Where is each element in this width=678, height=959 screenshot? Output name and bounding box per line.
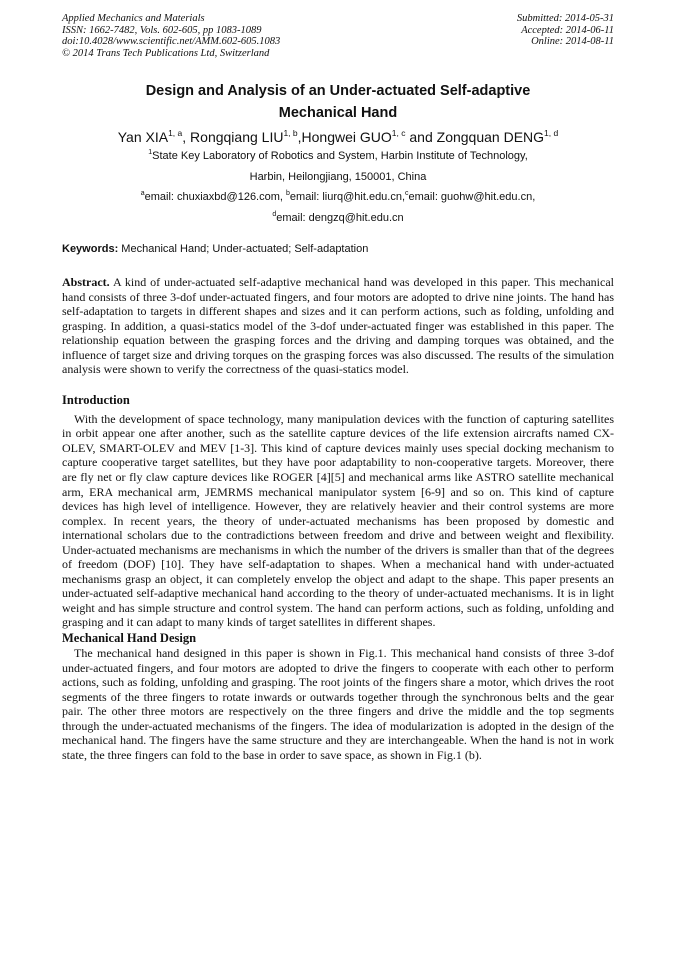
author-list [62, 128, 614, 146]
submitted-date: Submitted: 2014-05-31 [516, 13, 614, 24]
author-name: Hongwei GUO [301, 129, 392, 145]
keywords [62, 242, 614, 256]
author-sup: 1, b [283, 128, 298, 138]
journal-header [62, 13, 614, 65]
author-sep: and [405, 129, 437, 145]
affiliation-line-2: Harbin, Heilongjiang, 150001, China [249, 170, 427, 183]
paper-title [62, 80, 614, 124]
issn-line: ISSN: 1662-7482, Vols. 602-605, pp 1083-1089 [62, 24, 262, 36]
email-line-1 [62, 187, 614, 208]
introduction-paragraph: With the development of space technology, many manipulation devices with the function of capturing satellites in orbit appear one after another, such as the satellite capture devices of the life extension aircrafts named CX-OLEV, SMART-OLEV and MEV [1-3]. This kind of capture devices mainly uses special docking mechanism to capture cooperative target satellites, but they have poor adaptability to non-cooperative targets. Moreover, there are fly net or fly claw capture devices like ROGER [4][5] and mechanical arms like ASTRO satellite mechanical arm, ERA mechanical arm, JEMRMS mechanical manipulator system [6-9] and so on. This kind of capture devices has high level of intelligence. However, they are relatively heavier and their control systems are more complex. In recent years, the theory of under-actuated mechanisms has been proposed by domestic and international scholars due to the contradictions between freedom and drive and between weight and flexibility. Under-actuated mechanisms are mechanisms in which the number of the drivers is smaller than that of the degrees of freedom (DOF) [10]. They have self-adaptation to shapes. When a mechanical hand with under-actuated mechanisms grasp an object, it can completely envelop the object and adapt to the shape. This paper presents an under-actuated self-adaptive mechanical hand according to the theory of under-actuated mechanisms. It is in light weight and has simple structure and control system. The hand can perform actions, such as folding, unfolding and grasping and it can adapt to many kinds of target satellites in different shapes. [62, 411, 614, 630]
paper-page [62, 13, 614, 762]
section-heading-introduction: Introduction [62, 392, 130, 407]
section-heading-mechanical-hand-design: Mechanical Hand Design [62, 631, 197, 646]
author-sep: , [182, 129, 191, 145]
accepted-date: Accepted: 2014-06-11 [521, 24, 614, 36]
email-sup: d [272, 210, 277, 218]
email-a: email: chuxiaxbd@126.com, [144, 191, 287, 203]
email-sup: b [286, 190, 290, 197]
author-name: Rongqiang LIU [190, 129, 284, 145]
author-sup: 1, c [391, 128, 406, 138]
mechanical-hand-design-paragraph: The mechanical hand designed in this paper is shown in Fig.1. This mechanical hand consists of three 3-dof under-actuated fingers, and four motors are adopted to drive the fingers to cooperate with each other to perform actions, such as folding, unfolding and grasping. The root joints of the fingers share a motor, which drives the root segments of the three fingers to rotate inwards or outwards together through the synchronous belts and the gear pair. The other three motors are respectively on the three fingers and drive the middle and the top segments through the under-actuated mechanisms of the fingers. The idea of modularization is adopted in the design of the mechanical hand. The fingers have the same structure and they are interchangeable. When the hand is not in work state, the three fingers can fold to the base in order to save space, as shown in Fig.1 (b). [62, 646, 614, 762]
author-sup: 1, a [168, 128, 183, 138]
copyright-line: © 2014 Trans Tech Publications Ltd, Switzerland [62, 47, 270, 59]
affiliation-text: State Key Laboratory of Robotics and System, Harbin Institute of Technology, [152, 150, 528, 162]
title-line-1: Design and Analysis of an Under-actuated Self-adaptive [145, 83, 531, 99]
email-line-2 [62, 208, 614, 229]
abstract [62, 275, 614, 377]
email-d: email: dengzq@hit.edu.cn [276, 211, 404, 224]
submission-dates [517, 13, 614, 48]
author-name: Zongquan DENG [436, 129, 545, 145]
email-sup: a [140, 190, 145, 197]
title-line-2: Mechanical Hand [278, 105, 398, 121]
abstract-text: A kind of under-actuated self-adaptive mechanical hand was developed in this paper. This mechanical hand consists of three 3-dof under-actuated fingers, and four motors are adopted to drive nine joints. The hand has self-adaptation to targets in different shapes and sizes and it can perform actions, such as folding, unfolding and grasping. In addition, a quasi-statics model of the 3-dof under-actuated finger was established in this paper. The relationship equation between the grasping forces and the driving and damping torques was obtained, and the influence of target size and driving torques on the grasping forces was also discussed. The results of the simulation analysis were shown to verify the correctness of the quasi-statics model. [62, 275, 614, 377]
affiliation-line-1 [62, 146, 614, 167]
email-c: email: guohw@hit.edu.cn, [408, 191, 536, 203]
keywords-text: Mechanical Hand; Under-actuated; Self-adaptation [118, 243, 369, 255]
email-b: email: liurq@hit.edu.cn, [289, 191, 406, 203]
online-date: Online: 2014-08-11 [531, 36, 614, 47]
doi-line: doi:10.4028/www.scientific.net/AMM.602-605.1083 [62, 36, 281, 47]
journal-name: Applied Mechanics and Materials [62, 13, 205, 24]
affiliation-block [62, 146, 614, 228]
affiliation-sup: 1 [148, 149, 153, 156]
author-sup: 1, d [544, 128, 559, 138]
journal-info [62, 13, 280, 59]
keywords-label: Keywords: [62, 243, 119, 255]
abstract-label: Abstract. [62, 275, 110, 289]
author-sep: , [297, 129, 302, 145]
email-sup: c [405, 190, 409, 197]
author-name: Yan XIA [117, 129, 169, 145]
